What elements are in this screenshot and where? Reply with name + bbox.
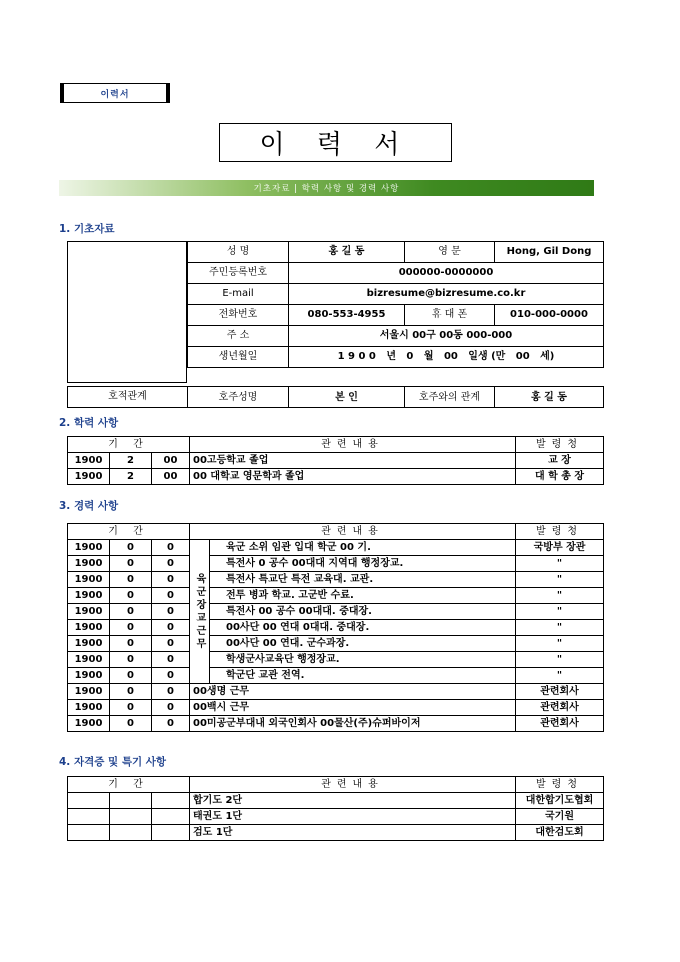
- content-header: 관련내용: [190, 524, 516, 540]
- mobile-label: 휴 대 폰: [405, 305, 495, 326]
- issuer-header: 발령청: [516, 777, 604, 793]
- table-row: [68, 604, 604, 620]
- section-cert-heading: 4. 자격증 및 특기 사항: [59, 756, 167, 768]
- year-cell: 1900: [68, 572, 110, 588]
- year-cell: [68, 809, 110, 825]
- year-cell: 1900: [68, 668, 110, 684]
- month-cell: 0: [110, 588, 152, 604]
- month-cell: 2: [110, 469, 152, 485]
- page-title: 이 력 서: [219, 123, 452, 162]
- year-cell: 1900: [68, 636, 110, 652]
- table-row: [68, 540, 604, 556]
- month-cell: [110, 809, 152, 825]
- content-cell: 00미공군부대내 외국인회사 00물산(주)슈퍼바이저: [190, 716, 516, 732]
- mobile-value: 010-000-0000: [495, 305, 604, 326]
- issuer-cell: ": [516, 588, 604, 604]
- issuer-cell: 국방부 장관: [516, 540, 604, 556]
- day-cell: 0: [152, 700, 190, 716]
- period-header: 기 간: [68, 524, 190, 540]
- day-cell: 00: [152, 469, 190, 485]
- month-cell: 0: [110, 668, 152, 684]
- table-row: [68, 652, 604, 668]
- email-value: bizresume@bizresume.co.kr: [289, 284, 604, 305]
- issuer-cell: ": [516, 636, 604, 652]
- family-label: 호적관계: [68, 387, 188, 408]
- content-header: 관련내용: [190, 777, 516, 793]
- content-cell: 육군 소위 임관 입대 학군 00 기.: [210, 540, 516, 556]
- year-cell: 1900: [68, 453, 110, 469]
- issuer-cell: 관련회사: [516, 684, 604, 700]
- head-label: 호주성명: [188, 387, 289, 408]
- content-header: 관련내용: [190, 437, 516, 453]
- basic-info-table: [187, 241, 604, 368]
- day-cell: 0: [152, 668, 190, 684]
- month-cell: 0: [110, 556, 152, 572]
- period-header: 기 간: [68, 437, 190, 453]
- year-cell: 1900: [68, 588, 110, 604]
- year-cell: 1900: [68, 652, 110, 668]
- phone-label: 전화번호: [188, 305, 289, 326]
- issuer-cell: ": [516, 652, 604, 668]
- table-row: [68, 453, 604, 469]
- issuer-cell: 대한합기도협회: [516, 793, 604, 809]
- table-row: [68, 716, 604, 732]
- year-cell: 1900: [68, 700, 110, 716]
- addr-label: 주 소: [188, 326, 289, 347]
- content-cell: 특전사 0 공수 00대대 지역대 행정장교.: [210, 556, 516, 572]
- head-value: 본 인: [289, 387, 405, 408]
- month-cell: 0: [110, 540, 152, 556]
- eng-value: Hong, Gil Dong: [495, 242, 604, 263]
- table-row: [68, 588, 604, 604]
- year-cell: [68, 825, 110, 841]
- month-cell: 0: [110, 652, 152, 668]
- month-cell: 0: [110, 572, 152, 588]
- month-cell: 0: [110, 716, 152, 732]
- section-career-heading: 3. 경력 사항: [59, 500, 119, 512]
- period-header: 기 간: [68, 777, 190, 793]
- addr-value: 서울시 00구 00동 000-000: [289, 326, 604, 347]
- table-row: [68, 636, 604, 652]
- day-cell: 0: [152, 620, 190, 636]
- relation-value: 홍 길 동: [495, 387, 604, 408]
- day-cell: [152, 793, 190, 809]
- year-cell: 1900: [68, 540, 110, 556]
- content-cell: 검도 1단: [190, 825, 516, 841]
- table-row: [68, 809, 604, 825]
- content-cell: 합기도 2단: [190, 793, 516, 809]
- birth-value: 1 9 0 0 년 0 월 00 일생 (만 00 세): [289, 347, 604, 368]
- content-cell: 학생군사교육단 행정장교.: [210, 652, 516, 668]
- issuer-header: 발령청: [516, 437, 604, 453]
- issuer-cell: 교 장: [516, 453, 604, 469]
- issuer-cell: 대한검도회: [516, 825, 604, 841]
- issuer-cell: ": [516, 572, 604, 588]
- day-cell: [152, 825, 190, 841]
- year-cell: 1900: [68, 620, 110, 636]
- table-row: [68, 469, 604, 485]
- year-cell: 1900: [68, 556, 110, 572]
- id-label: 주민등록번호: [188, 263, 289, 284]
- id-value: 000000-0000000: [289, 263, 604, 284]
- email-label: E-mail: [188, 284, 289, 305]
- issuer-cell: 관련회사: [516, 700, 604, 716]
- table-row: [68, 700, 604, 716]
- document-tag: 이력서: [60, 83, 170, 103]
- content-cell: 00사단 00 연대 0대대. 중대장.: [210, 620, 516, 636]
- month-cell: 0: [110, 620, 152, 636]
- year-cell: [68, 793, 110, 809]
- issuer-header: 발령청: [516, 524, 604, 540]
- content-cell: 00백시 근무: [190, 700, 516, 716]
- section-banner: 기초자료 | 학력 사항 및 경력 사항: [59, 180, 594, 196]
- issuer-cell: ": [516, 604, 604, 620]
- day-cell: 0: [152, 540, 190, 556]
- month-cell: 0: [110, 684, 152, 700]
- issuer-cell: 대 학 총 장: [516, 469, 604, 485]
- content-cell: 특전사 특교단 특전 교육대. 교관.: [210, 572, 516, 588]
- day-cell: 0: [152, 636, 190, 652]
- day-cell: 0: [152, 556, 190, 572]
- year-cell: 1900: [68, 469, 110, 485]
- section-edu-heading: 2. 학력 사항: [59, 417, 119, 429]
- day-cell: 0: [152, 572, 190, 588]
- cert-table: [67, 776, 604, 841]
- table-row: [68, 668, 604, 684]
- content-cell: 학군단 교관 전역.: [210, 668, 516, 684]
- day-cell: [152, 809, 190, 825]
- table-row: [68, 825, 604, 841]
- day-cell: 0: [152, 716, 190, 732]
- month-cell: [110, 793, 152, 809]
- eng-label: 영 문: [405, 242, 495, 263]
- table-row: [68, 684, 604, 700]
- career-table: [67, 523, 604, 732]
- month-cell: 0: [110, 700, 152, 716]
- content-cell: 00사단 00 연대. 군수과장.: [210, 636, 516, 652]
- birth-label: 생년월일: [188, 347, 289, 368]
- month-cell: 2: [110, 453, 152, 469]
- day-cell: 00: [152, 453, 190, 469]
- content-cell: 00 대학교 영문학과 졸업: [190, 469, 516, 485]
- day-cell: 0: [152, 604, 190, 620]
- family-table: [67, 386, 604, 408]
- content-cell: 전투 병과 학교. 고군반 수료.: [210, 588, 516, 604]
- table-row: [68, 556, 604, 572]
- month-cell: 0: [110, 636, 152, 652]
- phone-value: 080-553-4955: [289, 305, 405, 326]
- issuer-cell: ": [516, 668, 604, 684]
- table-row: [68, 572, 604, 588]
- day-cell: 0: [152, 652, 190, 668]
- relation-label: 호주와의 관계: [405, 387, 495, 408]
- content-cell: 00생명 근무: [190, 684, 516, 700]
- issuer-cell: 관련회사: [516, 716, 604, 732]
- day-cell: 0: [152, 684, 190, 700]
- month-cell: [110, 825, 152, 841]
- issuer-cell: ": [516, 556, 604, 572]
- career-group-label: 육군장교근무: [190, 540, 210, 684]
- name-label: 성 명: [188, 242, 289, 263]
- table-row: [68, 620, 604, 636]
- content-cell: 태권도 1단: [190, 809, 516, 825]
- photo-box: [67, 241, 187, 383]
- section-basic-heading: 1. 기초자료: [59, 223, 115, 235]
- year-cell: 1900: [68, 684, 110, 700]
- table-row: [68, 793, 604, 809]
- content-cell: 00고등학교 졸업: [190, 453, 516, 469]
- issuer-cell: ": [516, 620, 604, 636]
- name-value: 홍 길 동: [289, 242, 405, 263]
- content-cell: 특전사 00 공수 00대대. 중대장.: [210, 604, 516, 620]
- year-cell: 1900: [68, 604, 110, 620]
- month-cell: 0: [110, 604, 152, 620]
- year-cell: 1900: [68, 716, 110, 732]
- day-cell: 0: [152, 588, 190, 604]
- issuer-cell: 국기원: [516, 809, 604, 825]
- education-table: [67, 436, 604, 485]
